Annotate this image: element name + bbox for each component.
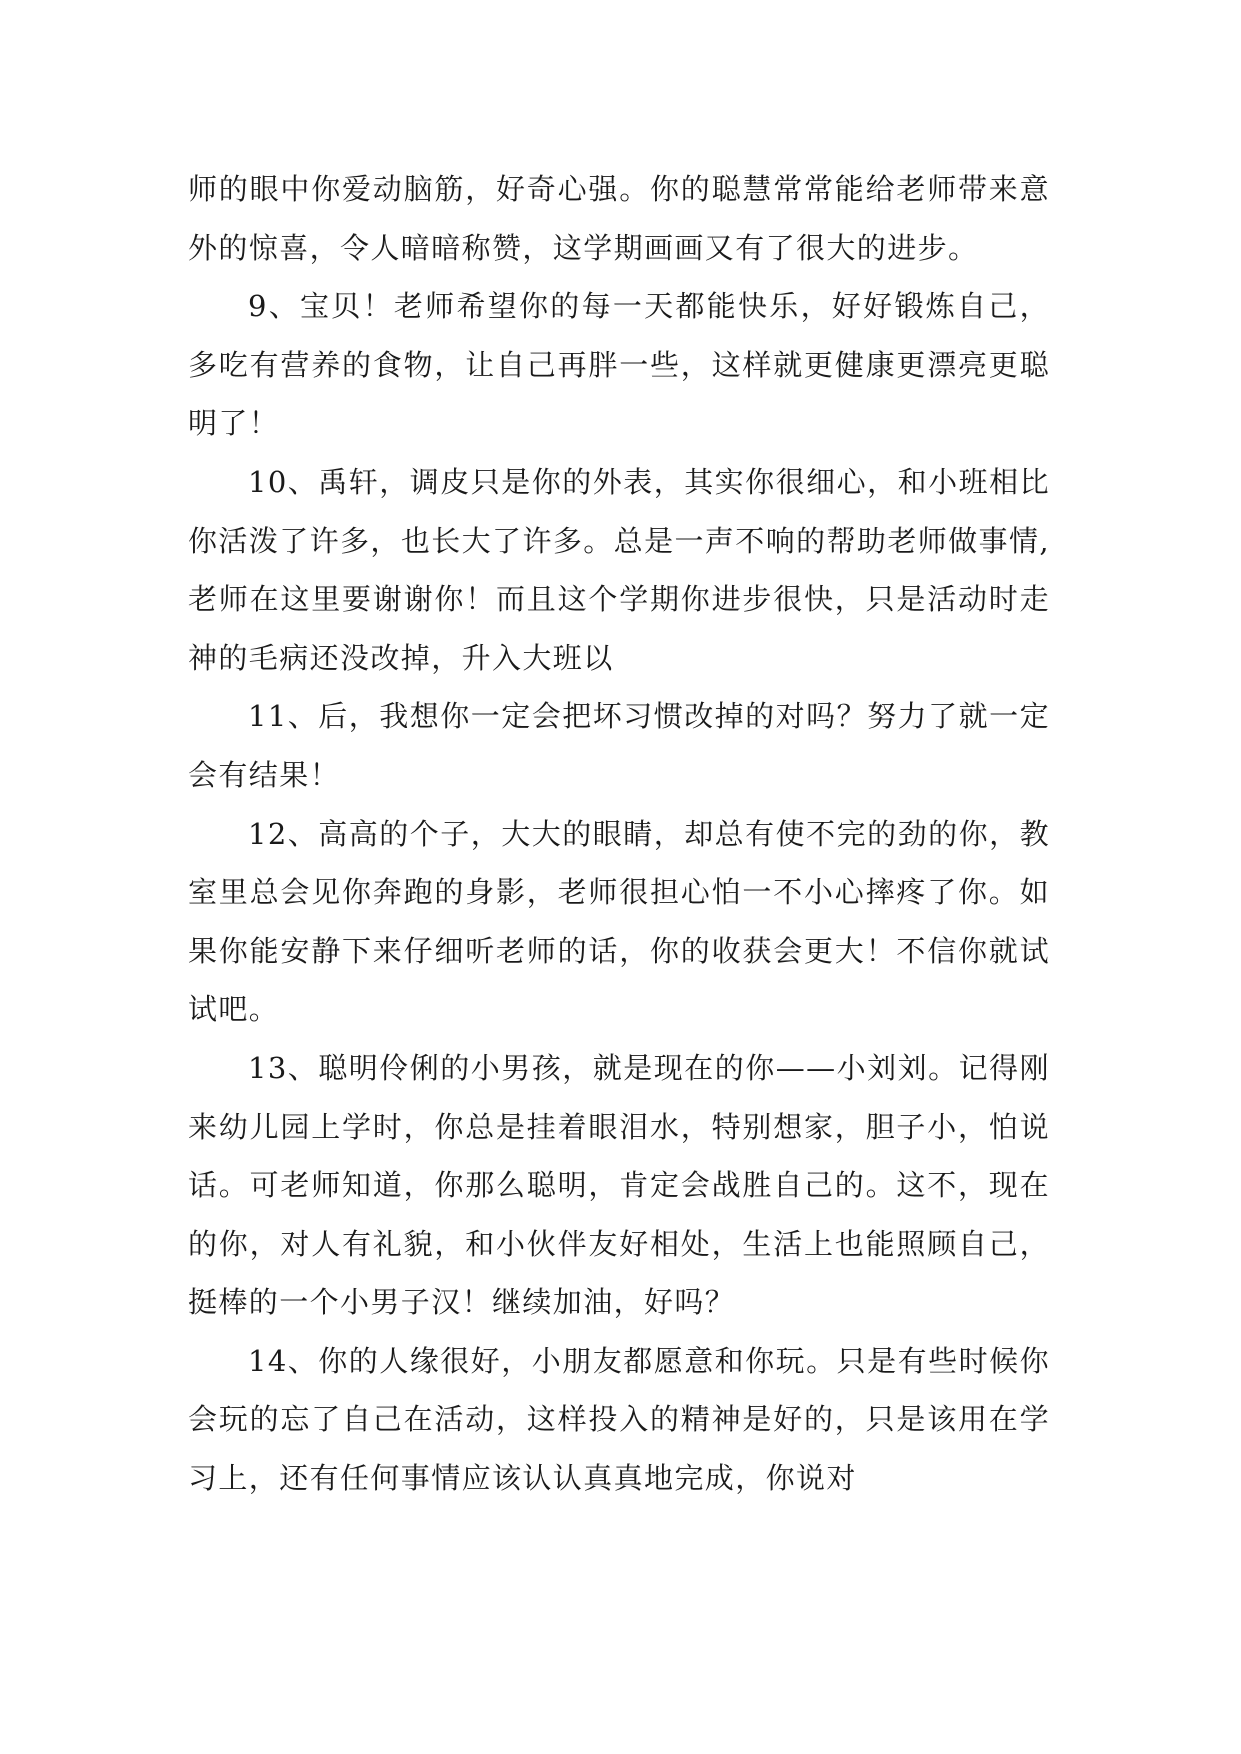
paragraph-item-10: 10、禹轩，调皮只是你的外表，其实你很细心，和小班相比你活泼了许多，也长大了许多。总是一声不响的帮助老师做事情,老师在这里要谢谢你！而且这个学期你进步很快，只是活动时走神的毛病还没改掉，升入大班以 xyxy=(188,464,1050,675)
document-body xyxy=(188,160,1050,1508)
paragraph-item-9: 9、宝贝！老师希望你的每一天都能快乐，好好锻炼自己，多吃有营养的食物，让自己再胖一些，这样就更健康更漂亮更聪明了！ xyxy=(188,289,1050,441)
paragraph-item-12: 12、高高的个子，大大的眼睛，却总有使不完的劲的你，教室里总会见你奔跑的身影，老师很担心怕一不小心摔疼了你。如果你能安静下来仔细听老师的话，你的收获会更大！不信你就试试吧。 xyxy=(188,816,1050,1027)
paragraph-item-11: 11、后，我想你一定会把坏习惯改掉的对吗？努力了就一定会有结果！ xyxy=(188,699,1050,792)
paragraph-continuation: 师的眼中你爱动脑筋，好奇心强。你的聪慧常常能给老师带来意外的惊喜，令人暗暗称赞，这学期画画又有了很大的进步。 xyxy=(188,172,1050,265)
paragraph-item-14: 14、你的人缘很好，小朋友都愿意和你玩。只是有些时候你会玩的忘了自己在活动，这样投入的精神是好的，只是该用在学习上，还有任何事情应该认认真真地完成，你说对 xyxy=(188,1343,1050,1496)
paragraph-item-13: 13、聪明伶俐的小男孩，就是现在的你——小刘刘。记得刚来幼儿园上学时，你总是挂着眼泪水，特别想家，胆子小，怕说话。可老师知道，你那么聪明，肯定会战胜自己的。这不，现在的你，对人有礼貌，和小伙伴友好相处，生活上也能照顾自己，挺棒的一个小男子汉！继续加油，好吗？ xyxy=(188,1050,1050,1320)
